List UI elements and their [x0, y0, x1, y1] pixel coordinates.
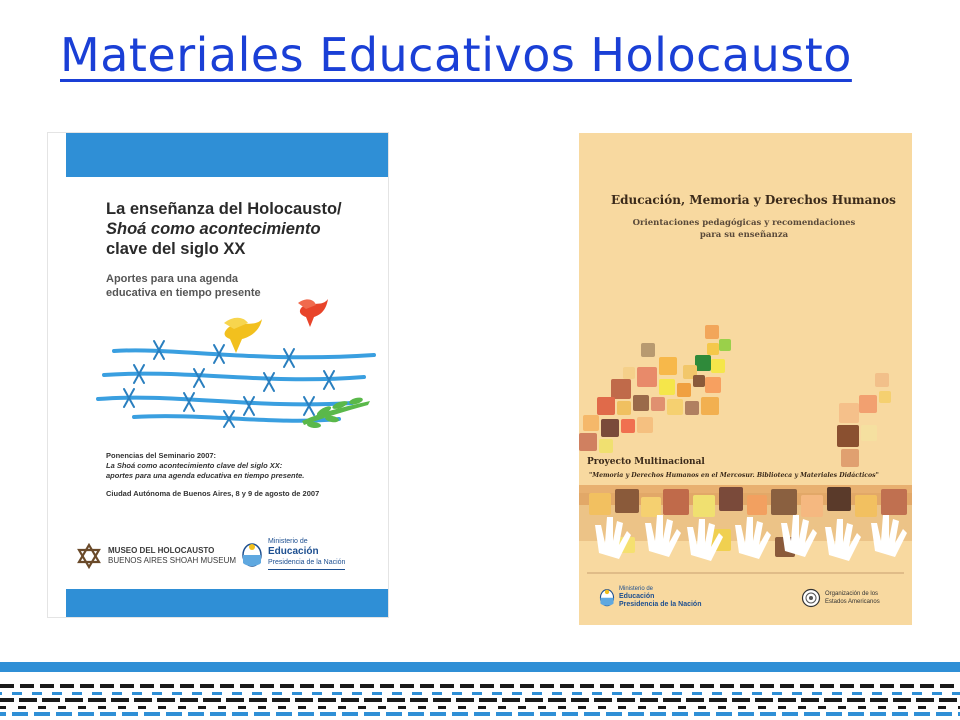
footer-dash	[432, 692, 442, 695]
footer-dash	[92, 692, 102, 695]
footer-dash	[558, 706, 566, 709]
footer-dash	[65, 698, 83, 702]
footer-dash	[260, 684, 274, 688]
footer-dash	[893, 698, 911, 702]
footer-dash	[912, 692, 922, 695]
footer-dash	[332, 692, 342, 695]
footer-dash	[772, 692, 782, 695]
footer-dash	[372, 692, 382, 695]
footer-dash	[847, 698, 865, 702]
footer-dash	[758, 706, 766, 709]
footer-dash	[430, 712, 446, 716]
cover-title-line: clave del siglo XX	[106, 240, 246, 258]
seminar-info	[106, 451, 376, 499]
footer-dash	[433, 698, 451, 702]
footer-dash	[122, 712, 138, 716]
footer-dash	[340, 684, 354, 688]
footer-dash	[180, 698, 198, 702]
cover-bottom-band	[66, 589, 388, 617]
footer-dash	[892, 692, 902, 695]
footer-dash	[392, 692, 402, 695]
footer-dash	[338, 706, 346, 709]
footer-dash	[479, 698, 497, 702]
footer-dash	[932, 692, 942, 695]
footer-dash	[782, 712, 798, 716]
footer-dash	[272, 692, 282, 695]
footer-dash	[198, 706, 206, 709]
footer-dash	[200, 684, 214, 688]
footer-dash	[240, 684, 254, 688]
footer-dash	[740, 684, 754, 688]
footer-dash	[878, 706, 886, 709]
footer-dash	[180, 684, 194, 688]
footer-dash	[584, 712, 600, 716]
footer-dash	[238, 706, 246, 709]
footer-dash	[502, 698, 520, 702]
footer-dash	[678, 706, 686, 709]
footer-dash	[840, 684, 854, 688]
footer-dash	[848, 712, 864, 716]
yellow-bird-icon	[224, 318, 262, 353]
cover-subtitle-line: Orientaciones pedagógicas y recomendaciones	[632, 218, 856, 228]
cover-subtitle	[624, 217, 864, 241]
footer-dash	[600, 684, 614, 688]
mosaic-squares	[579, 325, 891, 467]
footer-dash	[112, 692, 122, 695]
footer-dash	[408, 712, 424, 716]
footer-dash	[650, 712, 666, 716]
footer-dash	[692, 692, 702, 695]
footer-dash	[612, 692, 622, 695]
footer-dash	[364, 712, 380, 716]
argentina-seal-icon	[599, 587, 615, 607]
footer-dash	[258, 706, 266, 709]
seminar-info-line: La Shoá como acontecimiento clave del siglo XX:	[106, 461, 283, 470]
footer-dash	[838, 706, 846, 709]
oas-emblem-icon	[801, 588, 821, 608]
star-of-david-icon	[76, 543, 102, 569]
ministry-logo	[241, 537, 345, 570]
footer-dash	[120, 684, 134, 688]
footer-dash	[916, 698, 934, 702]
footer-dash	[438, 706, 446, 709]
footer-dash	[778, 698, 796, 702]
footer-dash	[341, 698, 359, 702]
footer-dash	[272, 698, 290, 702]
footer-dash	[732, 698, 750, 702]
footer-dash	[824, 698, 842, 702]
footer-dash	[898, 706, 906, 709]
footer-dash	[498, 706, 506, 709]
footer-dash	[188, 712, 204, 716]
footer-dash	[818, 706, 826, 709]
footer-dash	[72, 692, 82, 695]
footer-dash	[660, 684, 674, 688]
footer-dash	[210, 712, 226, 716]
footer-dash	[492, 692, 502, 695]
footer-dash	[738, 712, 754, 716]
footer-dash	[134, 698, 152, 702]
footer-dash	[452, 712, 468, 716]
footer-dash	[632, 692, 642, 695]
footer-dash	[872, 692, 882, 695]
argentina-seal-icon	[241, 541, 263, 567]
footer-dash	[780, 684, 794, 688]
footer-dash	[709, 698, 727, 702]
footer-dash	[672, 712, 688, 716]
oas-line: Estados Americanos	[825, 599, 880, 605]
footer-dash	[320, 712, 336, 716]
footer-dash	[292, 692, 302, 695]
footer-dash	[172, 692, 182, 695]
footer-dash	[760, 684, 774, 688]
footer-dash	[452, 692, 462, 695]
footer-dash	[56, 712, 72, 716]
footer-dash	[801, 698, 819, 702]
footer-dash	[298, 706, 306, 709]
footer-dash	[252, 692, 262, 695]
footer-dash	[0, 684, 14, 688]
footer-dash	[900, 684, 914, 688]
museum-name: MUSEO DEL HOLOCAUSTO	[108, 546, 215, 555]
footer-dash	[480, 684, 494, 688]
footer-dash	[755, 698, 773, 702]
footer-dash	[100, 712, 116, 716]
cover-subtitle-line: Aportes para una agenda	[106, 273, 239, 285]
footer-dash	[618, 706, 626, 709]
footer-dash	[540, 712, 556, 716]
footer-dash	[738, 706, 746, 709]
footer-dash	[19, 698, 37, 702]
footer-dash	[364, 698, 382, 702]
footer-dash	[663, 698, 681, 702]
footer-dash	[0, 706, 6, 709]
footer-dash	[606, 712, 622, 716]
footer-dash	[400, 684, 414, 688]
footer-dash	[698, 706, 706, 709]
footer-dash	[617, 698, 635, 702]
footer-dash	[939, 698, 957, 702]
cover-title: Educación, Memoria y Derechos Humanos	[611, 193, 896, 207]
footer-dash	[472, 692, 482, 695]
footer-dash	[760, 712, 776, 716]
footer-dash	[572, 692, 582, 695]
seminar-info-line: Ciudad Autónoma de Buenos Aires, 8 y 9 de agosto de 2007	[106, 489, 320, 498]
footer-dash	[220, 684, 234, 688]
footer-dash	[718, 706, 726, 709]
footer-dash	[203, 698, 221, 702]
cover-title	[106, 199, 366, 259]
footer-dash	[166, 712, 182, 716]
footer-dash	[940, 684, 954, 688]
footer-dash	[20, 684, 34, 688]
footer-dash	[140, 684, 154, 688]
footer-dash	[512, 692, 522, 695]
footer-dash	[732, 692, 742, 695]
footer-dash	[0, 712, 6, 716]
footer-dash	[52, 692, 62, 695]
footer-dash	[812, 692, 822, 695]
footer-dash	[18, 706, 26, 709]
footer-dash	[152, 692, 162, 695]
footer-dash	[232, 712, 248, 716]
footer-dash	[226, 698, 244, 702]
footer-dash	[100, 684, 114, 688]
footer-dash	[178, 706, 186, 709]
footer-dash	[798, 706, 806, 709]
cover-title-line: Shoá como acontecimiento	[106, 220, 321, 238]
footer-dash	[158, 706, 166, 709]
hands-band	[579, 485, 912, 561]
footer-dash	[518, 706, 526, 709]
footer-dash	[78, 712, 94, 716]
footer-dash	[938, 706, 946, 709]
footer-dash	[571, 698, 589, 702]
footer-dash	[852, 692, 862, 695]
footer-dash	[78, 706, 86, 709]
footer-dash	[792, 692, 802, 695]
footer-dash	[295, 698, 313, 702]
footer-dash	[672, 692, 682, 695]
footer-dash	[358, 706, 366, 709]
project-subtitle: "Memoria y Derechos Humanos en el Mercosur. Biblioteca y Materiales Didácticos"	[589, 472, 879, 479]
footer-dash	[892, 712, 908, 716]
footer-dash	[276, 712, 292, 716]
footer-dash	[352, 692, 362, 695]
footer-dash	[658, 706, 666, 709]
footer-dash	[138, 706, 146, 709]
footer-dash	[298, 712, 314, 716]
barbed-wire-birds-illustration	[74, 293, 384, 443]
footer-dash	[804, 712, 820, 716]
footer-dash	[580, 684, 594, 688]
oas-logo	[801, 588, 880, 608]
footer-dash	[920, 684, 934, 688]
footer-dash	[826, 712, 842, 716]
footer-dash	[918, 706, 926, 709]
footer-dash	[398, 706, 406, 709]
cover-top-band	[66, 133, 388, 177]
footer-dash	[640, 684, 654, 688]
footer-dash	[914, 712, 930, 716]
footer-dash	[952, 692, 960, 695]
footer-dash	[318, 698, 336, 702]
footer-dash	[652, 692, 662, 695]
footer-dash	[594, 698, 612, 702]
footer-dash	[98, 706, 106, 709]
ministry-line: Presidencia de la Nación	[619, 601, 702, 608]
footer-dash	[716, 712, 732, 716]
footer-dash	[144, 712, 160, 716]
footer-dash	[212, 692, 222, 695]
footer-dash	[720, 684, 734, 688]
footer-dash	[500, 684, 514, 688]
footer-dash	[0, 698, 14, 702]
footer-dash	[694, 712, 710, 716]
book-cover-derechos-humanos	[579, 133, 912, 625]
footer-dash	[420, 684, 434, 688]
footer-dash	[320, 684, 334, 688]
footer-dash	[254, 712, 270, 716]
footer-dash	[157, 698, 175, 702]
footer-dash	[249, 698, 267, 702]
footer-dash	[638, 706, 646, 709]
footer-dash	[525, 698, 543, 702]
footer-dash	[40, 684, 54, 688]
cover-subtitle-line: educativa en tiempo presente	[106, 287, 261, 299]
cover-subtitle-line: para su enseñanza	[699, 230, 789, 240]
footer-dash	[12, 692, 22, 695]
footer-dash	[32, 692, 42, 695]
footer-dash	[936, 712, 952, 716]
footer-dash	[548, 698, 566, 702]
footer-dash	[378, 706, 386, 709]
footer-dash	[832, 692, 842, 695]
footer-dash	[80, 684, 94, 688]
footer-dash	[538, 706, 546, 709]
footer-dash	[532, 692, 542, 695]
footer-dash	[318, 706, 326, 709]
footer-dash	[12, 712, 28, 716]
footer-dash	[342, 712, 358, 716]
footer-dash	[118, 706, 126, 709]
footer-dash	[456, 698, 474, 702]
footer-dash	[800, 684, 814, 688]
footer-dash	[478, 706, 486, 709]
footer-dash	[300, 684, 314, 688]
footer-dash	[560, 684, 574, 688]
museum-name-en: BUENOS AIRES SHOAH MUSEUM	[108, 556, 237, 565]
cover-title-line: La enseñanza del Holocausto/	[106, 200, 342, 218]
footer-dash	[418, 706, 426, 709]
footer-dash	[440, 684, 454, 688]
footer-dash	[640, 698, 658, 702]
footer-dash	[34, 712, 50, 716]
footer-dash	[620, 684, 634, 688]
footer-dash	[192, 692, 202, 695]
footer-dash	[858, 706, 866, 709]
footer-dash	[60, 684, 74, 688]
museum-logo	[76, 543, 236, 569]
ministry-line: Educación	[619, 593, 655, 600]
project-title: Proyecto Multinacional	[587, 457, 705, 467]
footer-dash	[628, 712, 644, 716]
footer-dash	[160, 684, 174, 688]
footer-dash	[592, 692, 602, 695]
seminar-info-line: aportes para una agenda educativa en tiempo presente.	[106, 471, 305, 480]
footer-dash	[0, 692, 2, 695]
footer-dash	[520, 684, 534, 688]
footer-dash	[752, 692, 762, 695]
ministry-line: Educación	[268, 546, 319, 557]
oas-line: Organización de los	[825, 591, 879, 597]
footer-dash	[880, 684, 894, 688]
red-bird-icon	[298, 299, 328, 327]
footer-dash	[680, 684, 694, 688]
footer-dash	[518, 712, 534, 716]
footer-dash	[387, 698, 405, 702]
footer-dash	[232, 692, 242, 695]
footer-dash	[58, 706, 66, 709]
footer-dash	[686, 698, 704, 702]
footer-decorative-stripes	[0, 662, 960, 720]
footer-dash	[42, 698, 60, 702]
footer-dash	[474, 712, 490, 716]
footer-dash	[458, 706, 466, 709]
footer-dash	[496, 712, 512, 716]
ministry-line: Ministerio de	[268, 538, 308, 545]
footer-dash	[380, 684, 394, 688]
footer-dash	[860, 684, 874, 688]
footer-dash	[312, 692, 322, 695]
footer-dash	[552, 692, 562, 695]
book-cover-holocausto	[48, 133, 388, 617]
footer-dash	[870, 698, 888, 702]
footer-dash	[218, 706, 226, 709]
footer-dash	[38, 706, 46, 709]
footer-dash	[460, 684, 474, 688]
seminar-info-line: Ponencias del Seminario 2007:	[106, 451, 217, 460]
ministry-line: Presidencia de la Nación	[268, 559, 346, 566]
footer-dash	[111, 698, 129, 702]
footer-dash	[870, 712, 886, 716]
footer-dash	[598, 706, 606, 709]
footer-dash	[278, 706, 286, 709]
footer-dash	[412, 692, 422, 695]
footer-dash	[386, 712, 402, 716]
footer-dash	[88, 698, 106, 702]
footer-dash	[712, 692, 722, 695]
ministry-logo	[599, 585, 701, 609]
footer-dash	[578, 706, 586, 709]
footer-dash	[700, 684, 714, 688]
footer-dash	[540, 684, 554, 688]
ministry-line: Ministerio de	[619, 586, 654, 592]
footer-dash	[820, 684, 834, 688]
footer-dash	[360, 684, 374, 688]
footer-dash	[778, 706, 786, 709]
footer-dash	[132, 692, 142, 695]
footer-dash	[280, 684, 294, 688]
slide-title[interactable]: Materiales Educativos Holocausto	[60, 28, 852, 82]
footer-dash	[410, 698, 428, 702]
footer-dash	[562, 712, 578, 716]
